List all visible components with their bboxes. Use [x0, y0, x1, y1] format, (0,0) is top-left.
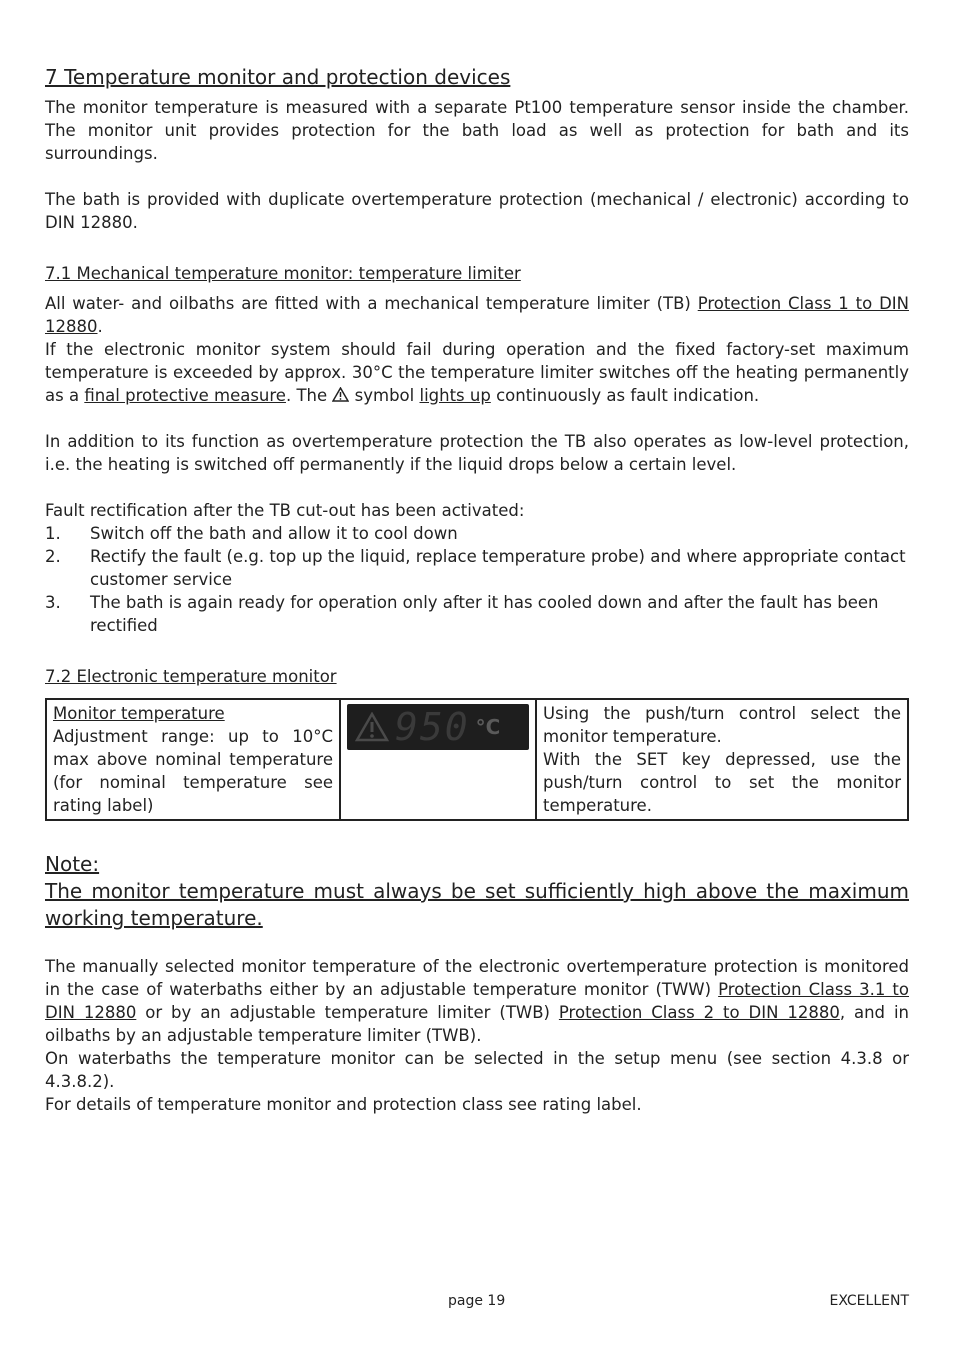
instruction-line-1: Using the push/turn control select the monitor temperature.: [543, 704, 901, 746]
instruction-line-2: With the SET key depressed, use the push/turn control to set the monitor temperature.: [543, 750, 901, 815]
monitor-range-text: Adjustment range: up to 10°C max above nominal temperature (for nominal temperature see rating label): [53, 727, 333, 815]
list-item: 2. Rectify the fault (e.g. top up the liquid, replace temperature probe) and where appropriate contact customer service: [45, 547, 906, 589]
section-7-1-para-3: In addition to its function as overtemperature protection the TB also operates as low-level protection, i.e. the heating is switched off permanently if the liquid drops below a certain level.: [45, 432, 909, 474]
section-7-2-heading: 7.2 Electronic temperature monitor: [45, 667, 337, 686]
monitor-title: Monitor temperature: [53, 704, 225, 723]
list-item: 1. Switch off the bath and allow it to cool down: [45, 524, 458, 543]
closing-para-1: The manually selected monitor temperature of the electronic overtemperature protection is monitored in the case of waterbaths either by an adjustable temperature monitor (TWW) Protection Class 3.1 to DIN 12880 or by an adjustable temperature limiter (TWB) Protection Class 2 to DIN 12880, and in oilbaths by an adjustable temperature limiter (TWB).: [45, 957, 909, 1045]
section-7-1-para-1: All water- and oilbaths are fitted with a mechanical temperature limiter (TB) Protection Class 1 to DIN 12880.: [45, 294, 909, 336]
temperature-display: [347, 704, 529, 750]
page-number: page 19: [448, 1293, 506, 1309]
note-label: Note:: [45, 852, 100, 876]
warning-triangle-icon: [355, 712, 389, 742]
note-block: [45, 851, 909, 932]
display-digits: 950: [395, 705, 470, 749]
display-unit: °C: [475, 714, 501, 739]
warning-triangle-icon: [332, 387, 349, 402]
section-7-para-1: The monitor temperature is measured with a separate Pt100 temperature sensor inside the chamber. The monitor unit provides protection for the bath load as well as protection for bath and its surroundings.: [45, 98, 909, 163]
list-item: 3. The bath is again ready for operation only after it has cooled down and after the fault has been rectified: [45, 593, 879, 635]
fault-steps-list: [45, 522, 909, 637]
instructions-cell: [536, 699, 908, 820]
page-content: [45, 64, 909, 1116]
monitor-table: [45, 698, 909, 821]
section-7-1-para-2: If the electronic monitor system should fail during operation and the fixed factory-set maximum temperature is exceeded by approx. 30°C the temperature limiter switches off the heating permanently as a final protective measure. The symbol lights up continuously as fault indication.: [45, 340, 909, 405]
monitor-description-cell: [46, 699, 340, 820]
section-7-heading: 7 Temperature monitor and protection devices: [45, 65, 511, 89]
closing-para-3: For details of temperature monitor and protection class see rating label.: [45, 1095, 642, 1114]
note-text: The monitor temperature must always be set sufficiently high above the maximum working temperature.: [45, 879, 909, 930]
section-7-1-heading: 7.1 Mechanical temperature monitor: temperature limiter: [45, 264, 521, 283]
product-name: EXCELLENT: [829, 1293, 909, 1309]
section-7-1-para-4: Fault rectification after the TB cut-out has been activated:: [45, 501, 525, 520]
display-cell: [340, 699, 536, 820]
section-7-para-2: The bath is provided with duplicate overtemperature protection (mechanical / electronic) according to DIN 12880.: [45, 190, 909, 232]
closing-para-2: On waterbaths the temperature monitor can be selected in the setup menu (see section 4.3.8 or 4.3.8.2).: [45, 1049, 909, 1091]
